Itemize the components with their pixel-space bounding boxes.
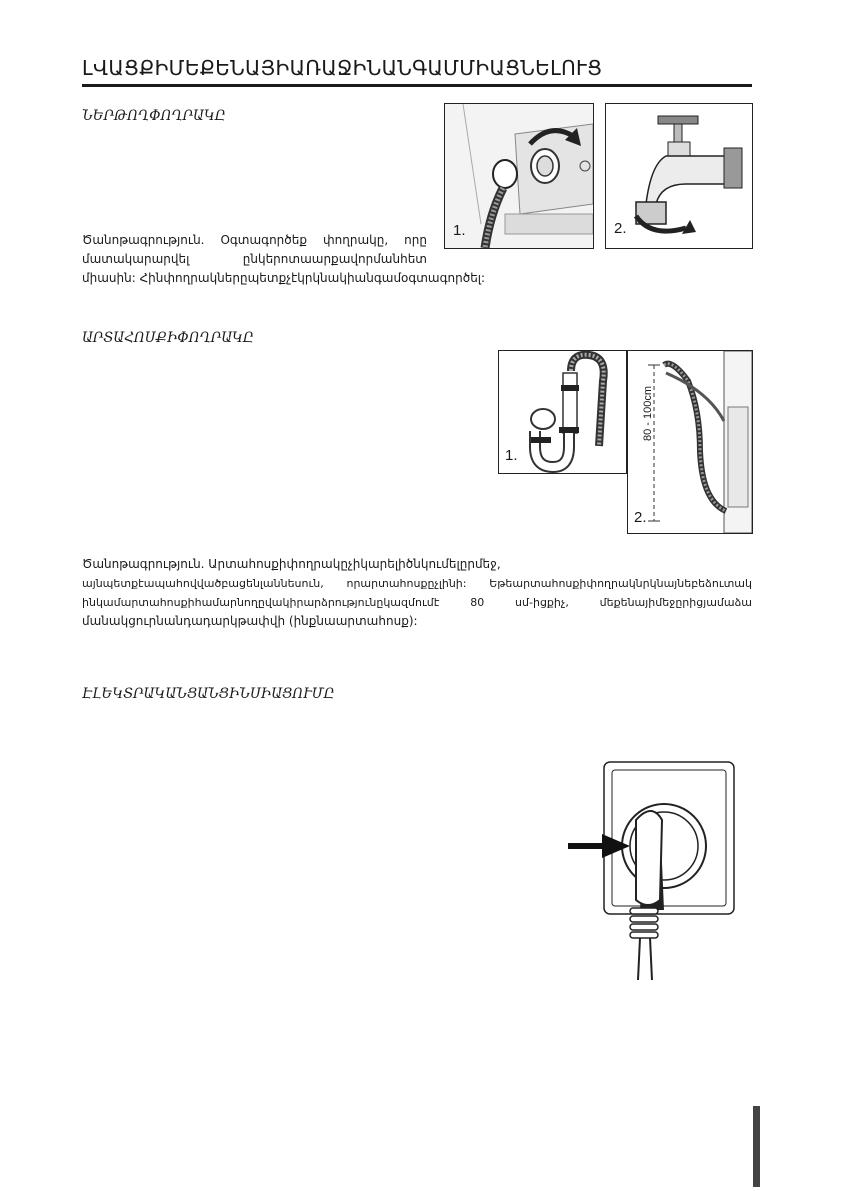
drain-hose-height-illustration <box>628 351 752 533</box>
figure-step-label: 2. <box>614 220 627 237</box>
drain-hose-figure-2 <box>627 350 753 534</box>
note-line: մատակարարվել ընկերոտաարքավորմանհետ <box>82 252 427 266</box>
note-line: այնպետքէապահովվածբացենլաննեսուն, որարտահոսքըչլինի: Եթեարտահոսքիփողրակնրկնայնեբեձուտակ <box>82 577 752 590</box>
page-edge-marker <box>753 1106 760 1187</box>
water-tap-illustration <box>606 104 752 248</box>
figure-step-label: 2. <box>634 509 647 526</box>
note-line: միասին: Հինփողրակներըպետքչէկրկնակիանգամօգտագործել: <box>82 271 486 285</box>
note-line: մանակցուրնանդադարկթափվի (ինքնաարտահոսք): <box>82 614 418 628</box>
note-line: Ծանոթագրություն. Օգտագործեք փողրակը, որը <box>82 233 427 247</box>
inlet-hose-heading: ՆԵՐԹՈՂՓՈՂՐԱԿԸ <box>82 108 226 124</box>
drain-hose-note <box>82 555 752 631</box>
note-line: Ծանոթագրություն. Արտահոսքիփողրակըչիկարելիծնկումելըրմեջ, <box>82 557 501 571</box>
note-line: ինկամարտահոսքիհամարնողըվակիրարձրությունըկազմումէ 80 սմ-իցքիչ, մեքենայիմեջըրիցյամաձա <box>82 596 752 609</box>
figure-step-label: 1. <box>453 222 466 239</box>
drain-hose-heading: ԱՐՏԱՀՈՍՔԻՓՈՂՐԱԿԸ <box>82 330 254 346</box>
siphon-connection-illustration <box>499 351 626 473</box>
power-plug-illustration <box>560 760 740 980</box>
height-dimension-label: 80 - 100cm <box>642 385 654 441</box>
drain-hose-figure-1 <box>498 350 627 474</box>
title-underline <box>82 84 752 87</box>
inlet-hose-note <box>82 231 486 288</box>
figure-step-label: 1. <box>505 447 518 464</box>
page-title: ԼՎԱՑՔԻՄԵՔԵՆԱՅԻԱՌԱՋԻՆԱՆԳԱՄՄԻԱՑՆԵԼՈՒՑ <box>82 56 603 80</box>
electrical-connection-heading: ԷԼԵԿՏՐԱԿԱՆՑԱՆՑԻՆՍԻԱՑՈՒՄԸ <box>82 686 335 702</box>
hose-connection-illustration <box>445 104 593 248</box>
inlet-hose-figure-2 <box>605 103 753 249</box>
inlet-hose-figure-1 <box>444 103 594 249</box>
power-plug-figure <box>560 760 740 980</box>
